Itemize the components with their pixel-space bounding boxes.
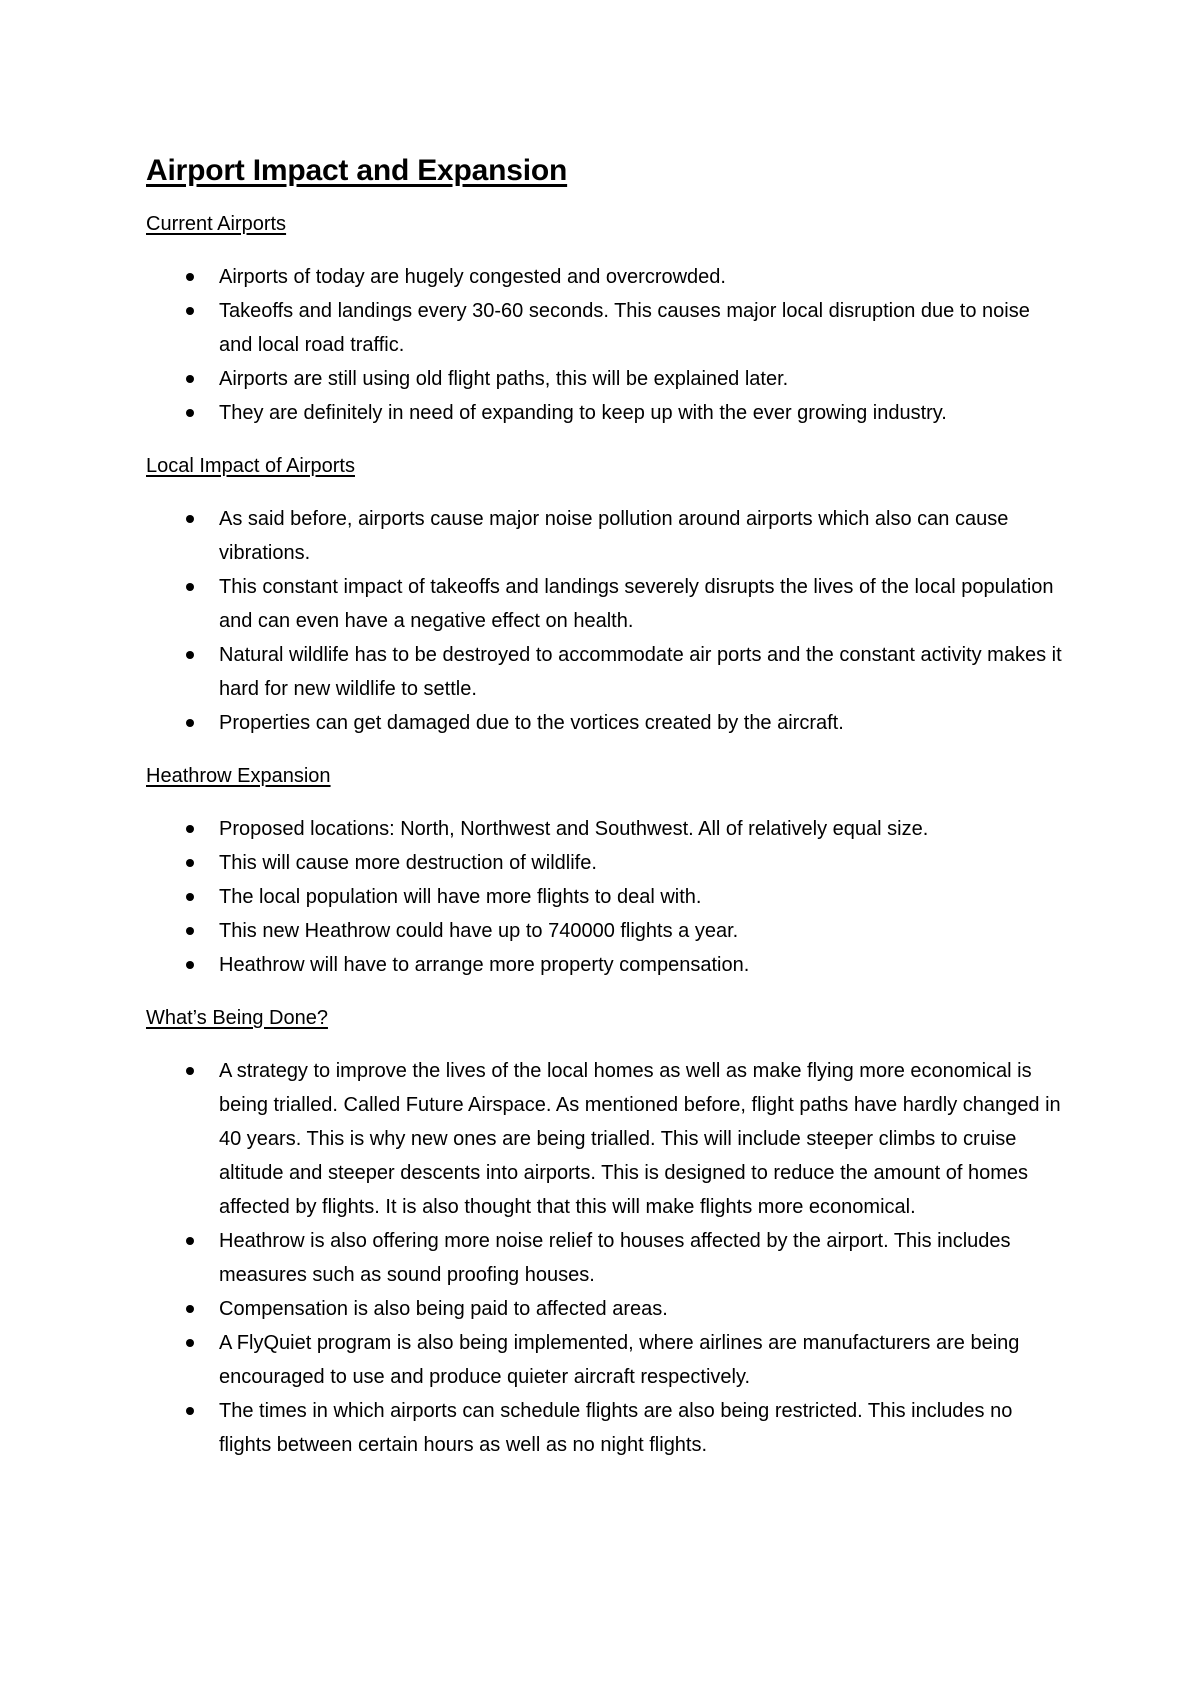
section-whats-being-done bbox=[146, 1004, 1066, 1462]
section-heading: Current Airports bbox=[146, 213, 287, 235]
bullet-icon bbox=[186, 1237, 194, 1245]
section-heading: Heathrow Expansion bbox=[146, 765, 331, 787]
list-item bbox=[146, 914, 1066, 948]
list-item-text: A FlyQuiet program is also being implemented, where airlines are manufacturers are being encouraged to use and produce quieter aircraft respectively. bbox=[219, 1332, 1020, 1388]
list-item bbox=[146, 362, 1066, 396]
list-item bbox=[146, 948, 1066, 982]
list-item-text: Airports of today are hugely congested and overcrowded. bbox=[219, 266, 726, 288]
section-local-impact bbox=[146, 452, 1066, 740]
bullet-icon bbox=[186, 651, 194, 659]
list-item-text: This constant impact of takeoffs and landings severely disrupts the lives of the local population and can even have a negative effect on health. bbox=[219, 576, 1054, 632]
list-item-text: Airports are still using old flight paths, this will be explained later. bbox=[219, 368, 789, 390]
bullet-icon bbox=[186, 1067, 194, 1075]
list-item-text: Proposed locations: North, Northwest and Southwest. All of relatively equal size. bbox=[219, 818, 929, 840]
list-item bbox=[146, 812, 1066, 846]
bullet-list bbox=[146, 1054, 1066, 1462]
list-item bbox=[146, 846, 1066, 880]
bullet-icon bbox=[186, 1339, 194, 1347]
bullet-icon bbox=[186, 273, 194, 281]
section-heathrow-expansion bbox=[146, 762, 1066, 982]
list-item bbox=[146, 294, 1066, 362]
list-item-text: The local population will have more flights to deal with. bbox=[219, 886, 702, 908]
bullet-icon bbox=[186, 825, 194, 833]
bullet-icon bbox=[186, 859, 194, 867]
bullet-list bbox=[146, 502, 1066, 740]
list-item-text: Heathrow is also offering more noise relief to houses affected by the airport. This includes measures such as sound proofing houses. bbox=[219, 1230, 1011, 1286]
list-item bbox=[146, 570, 1066, 638]
bullet-icon bbox=[186, 307, 194, 315]
list-item bbox=[146, 1394, 1066, 1462]
bullet-icon bbox=[186, 583, 194, 591]
list-item-text: They are definitely in need of expanding to keep up with the ever growing industry. bbox=[219, 402, 947, 424]
bullet-icon bbox=[186, 515, 194, 523]
bullet-list bbox=[146, 812, 1066, 982]
list-item-text: Heathrow will have to arrange more property compensation. bbox=[219, 954, 750, 976]
section-heading: What’s Being Done? bbox=[146, 1007, 328, 1029]
bullet-icon bbox=[186, 1407, 194, 1415]
bullet-icon bbox=[186, 927, 194, 935]
list-item bbox=[146, 260, 1066, 294]
list-item-text: As said before, airports cause major noise pollution around airports which also can cause vibrations. bbox=[219, 508, 1009, 564]
list-item-text: This new Heathrow could have up to 740000 flights a year. bbox=[219, 920, 739, 942]
document-title: Airport Impact and Expansion bbox=[146, 154, 568, 187]
document-body bbox=[146, 150, 1066, 1484]
list-item bbox=[146, 1224, 1066, 1292]
list-item bbox=[146, 396, 1066, 430]
list-item-text: Properties can get damaged due to the vortices created by the aircraft. bbox=[219, 712, 844, 734]
list-item bbox=[146, 706, 1066, 740]
bullet-icon bbox=[186, 375, 194, 383]
list-item bbox=[146, 638, 1066, 706]
list-item bbox=[146, 880, 1066, 914]
list-item-text: Natural wildlife has to be destroyed to accommodate air ports and the constant activity makes it hard for new wildlife to settle. bbox=[219, 644, 1062, 700]
list-item bbox=[146, 502, 1066, 570]
list-item-text: A strategy to improve the lives of the local homes as well as make flying more economical is being trialled. Called Future Airspace. As mentioned before, flight paths have hardly changed in 40 years. This is why new ones are being trialled. This will include steeper climbs to cruise altitude and steeper descents into airports. This is designed to reduce the amount of homes affected by flights. It is also thought that this will make flights more economical. bbox=[219, 1060, 1061, 1218]
list-item-text: This will cause more destruction of wildlife. bbox=[219, 852, 597, 874]
bullet-icon bbox=[186, 893, 194, 901]
list-item-text: Takeoffs and landings every 30-60 seconds. This causes major local disruption due to noise and local road traffic. bbox=[219, 300, 1030, 356]
list-item-text: The times in which airports can schedule flights are also being restricted. This includes no flights between certain hours as well as no night flights. bbox=[219, 1400, 1013, 1456]
bullet-icon bbox=[186, 719, 194, 727]
list-item bbox=[146, 1292, 1066, 1326]
bullet-list bbox=[146, 260, 1066, 430]
list-item bbox=[146, 1054, 1066, 1224]
bullet-icon bbox=[186, 409, 194, 417]
bullet-icon bbox=[186, 1305, 194, 1313]
section-current-airports bbox=[146, 210, 1066, 430]
list-item bbox=[146, 1326, 1066, 1394]
section-heading: Local Impact of Airports bbox=[146, 455, 355, 477]
bullet-icon bbox=[186, 961, 194, 969]
list-item-text: Compensation is also being paid to affected areas. bbox=[219, 1298, 668, 1320]
